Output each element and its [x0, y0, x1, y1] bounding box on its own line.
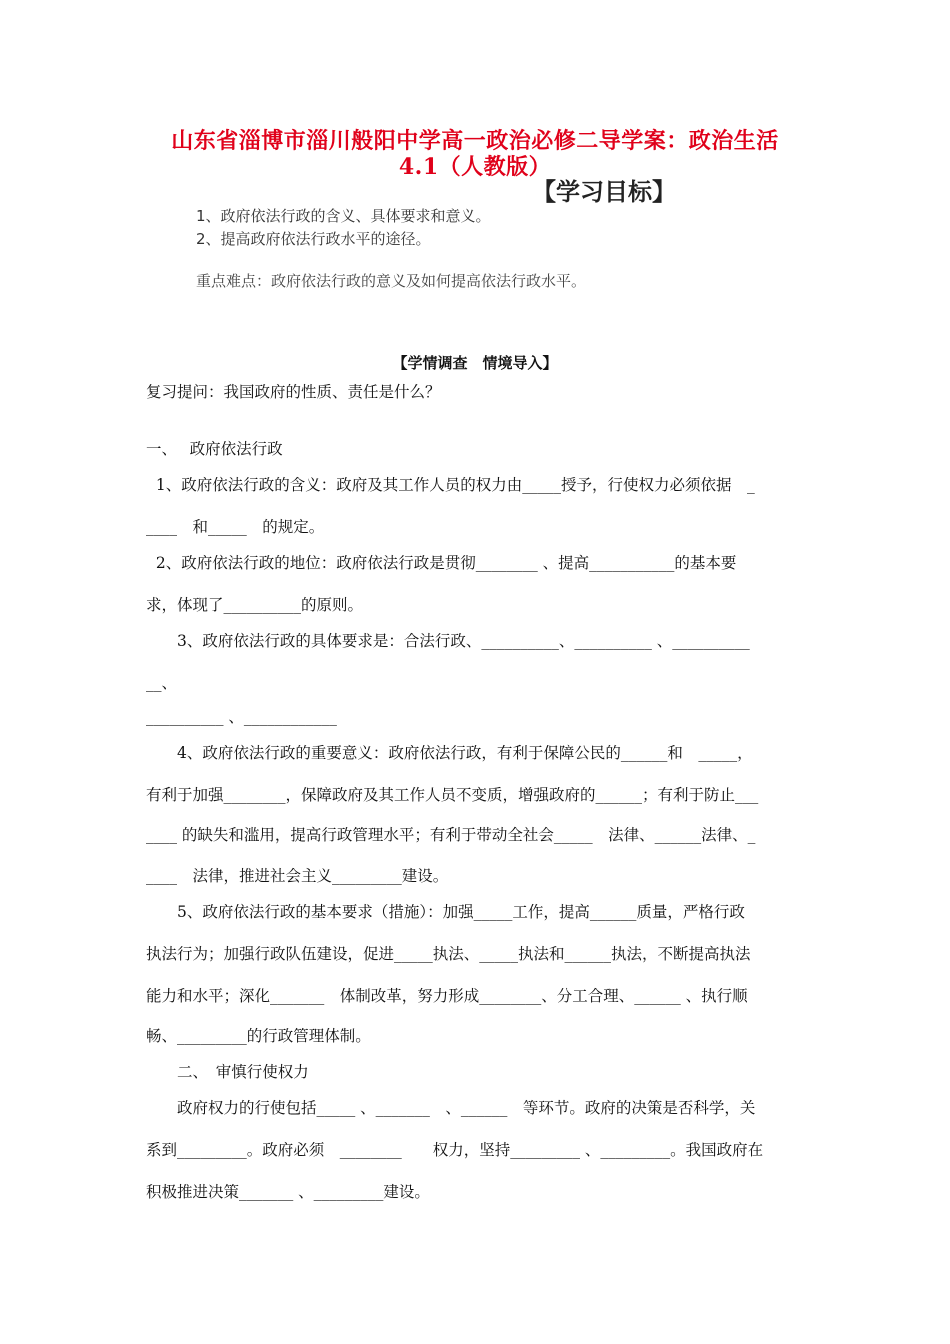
- document-title-line2: 4.1（人教版）: [398, 154, 552, 180]
- key-points: 重点难点：政府依法行政的意义及如何提高依法行政水平。: [196, 272, 587, 290]
- text-line: 5、政府依法行政的基本要求（措施）：加强_____工作，提高______质量，严格行政: [146, 903, 745, 921]
- text-line: 能力和水平；深化_______ 体制改革，努力形成________、分工合理、______ 、执行顺: [146, 987, 748, 1005]
- text-line: __、: [146, 674, 178, 692]
- objectives-heading: 【学习目标】: [532, 178, 676, 206]
- document-title-line1: 山东省淄博市淄川般阳中学高一政治必修二导学案：政治生活: [171, 128, 779, 154]
- text-line: ____ 和_____ 的规定。: [146, 518, 325, 536]
- text-line: 积极推进决策_______ 、_________建设。: [146, 1183, 430, 1201]
- text-line: 执法行为；加强行政队伍建设，促进_____执法、_____执法和______执法，不断提高执法: [146, 945, 751, 963]
- text-line: 求，体现了__________的原则。: [146, 596, 364, 614]
- text-line: 3、政府依法行政的具体要求是：合法行政、__________、__________ 、__________: [146, 632, 750, 650]
- text-line: 复习提问：我国政府的性质、责任是什么？: [146, 383, 441, 401]
- text-line: ____ 法律，推进社会主义_________建设。: [146, 867, 449, 885]
- text-line: 1、政府依法行政的含义：政府及其工作人员的权力由_____授予，行使权力必须依据 _: [146, 476, 755, 494]
- text-line: __________ 、____________: [146, 708, 337, 726]
- objective-item: 1、政府依法行政的含义、具体要求和意义。: [196, 207, 491, 225]
- text-line: 有利于加强________，保障政府及其工作人员不变质，增强政府的______；有利于防止___: [146, 786, 759, 804]
- objective-item: 2、提高政府依法行政水平的途径。: [196, 230, 431, 248]
- text-line: 畅、_________的行政管理体制。: [146, 1027, 371, 1045]
- section-heading: 【学情调查 情境导入】: [392, 354, 558, 372]
- text-line: 政府权力的行使包括_____ 、_______ 、______ 等环节。政府的决策是否科学，关: [146, 1099, 756, 1117]
- part-heading: 二、 审慎行使权力: [146, 1063, 309, 1081]
- text-line: ____ 的缺失和滥用，提高行政管理水平；有利于带动全社会_____ 法律、______法律、_: [146, 826, 756, 844]
- text-line: 4、政府依法行政的重要意义：政府依法行政，有利于保障公民的______和 _____，: [146, 744, 753, 762]
- text-line: 2、政府依法行政的地位：政府依法行政是贯彻________ 、提高___________的基本要: [146, 554, 737, 572]
- part-heading: 一、 政府依法行政: [146, 440, 283, 458]
- text-line: 系到_________。政府必须 ________ 权力，坚持_________ 、_________。我国政府在: [146, 1141, 764, 1159]
